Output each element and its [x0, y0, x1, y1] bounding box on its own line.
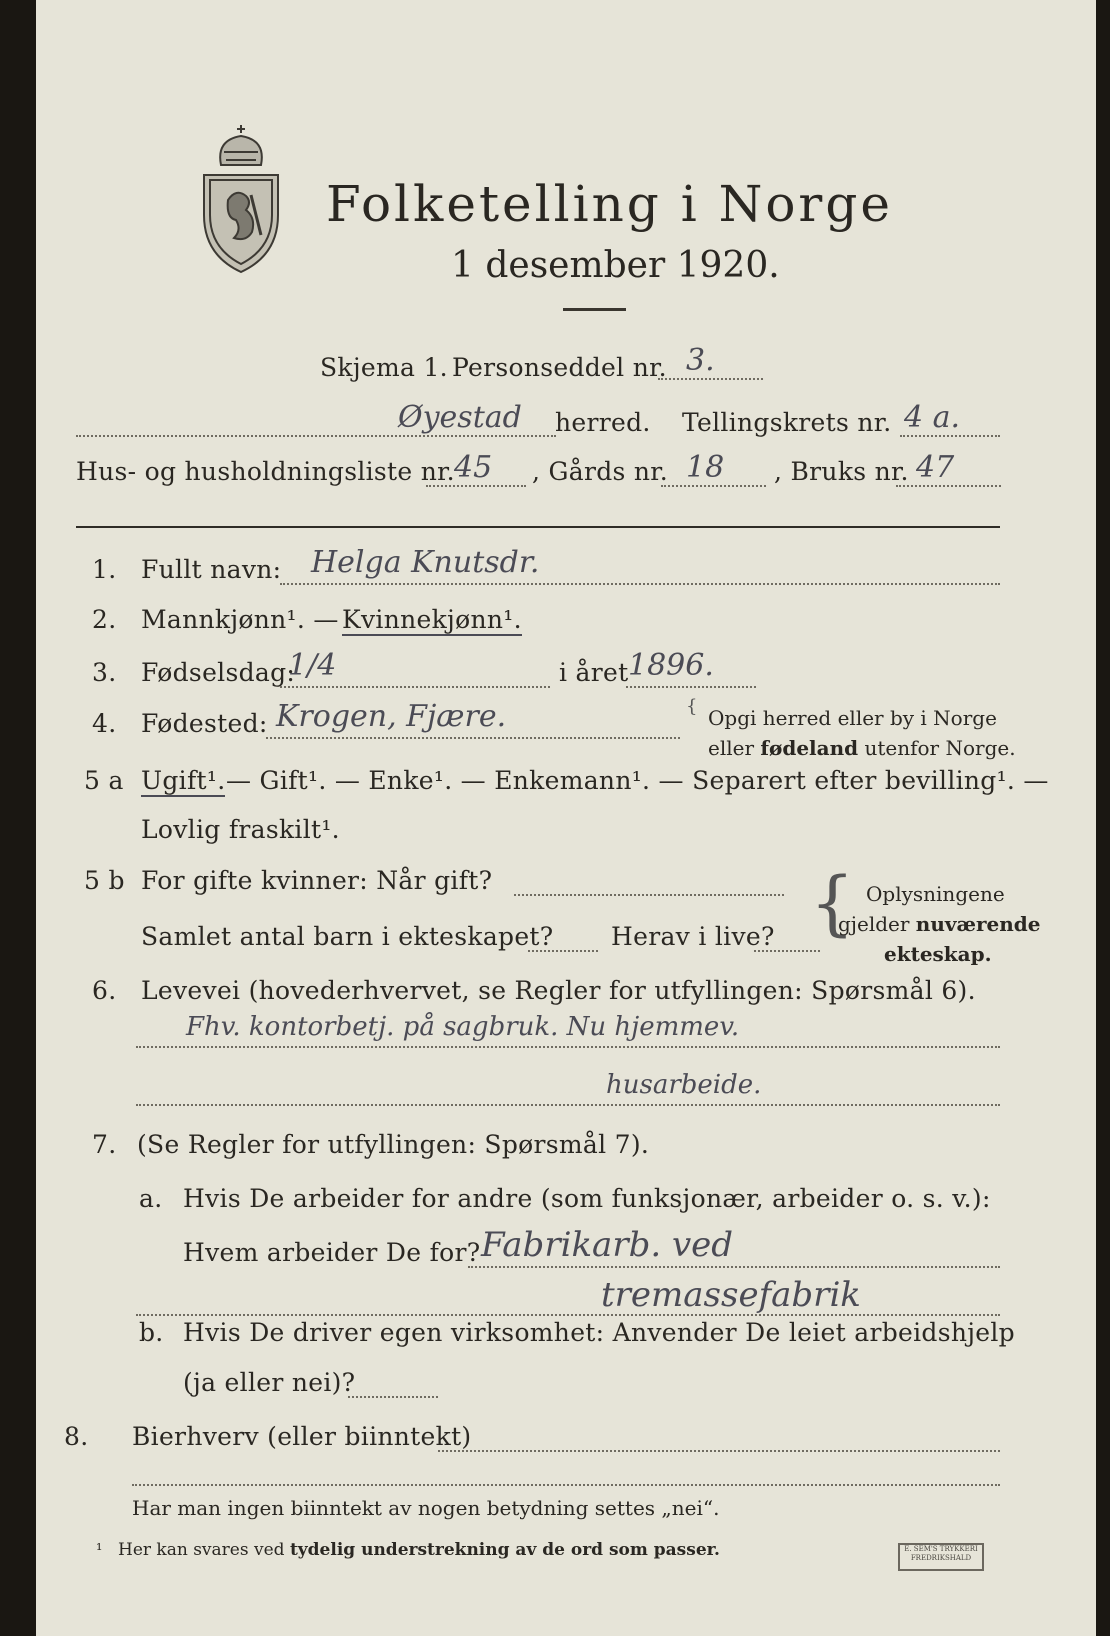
bruks-label: , Bruks nr.	[774, 457, 909, 486]
q6-number: 6.	[92, 976, 117, 1005]
husliste-label: Hus- og husholdningsliste nr.	[76, 457, 455, 486]
q1-line	[280, 583, 1000, 585]
children-total-line[interactable]	[528, 950, 598, 952]
herred-label: herred.	[555, 408, 651, 437]
status-unmarried-option[interactable]: Ugift¹.	[141, 766, 226, 795]
hired-help-line[interactable]	[348, 1396, 438, 1398]
personseddel-value[interactable]: 3.	[686, 343, 715, 378]
gards-label: , Gårds nr.	[532, 457, 669, 486]
form-title: Folketelling i Norge	[326, 175, 893, 233]
census-date: 1 desember 1920.	[451, 245, 780, 286]
herred-value[interactable]: Øyestad	[398, 400, 522, 435]
q7b-line2: (ja eller nei)?	[183, 1368, 356, 1397]
q7b-line1: Hvis De driver egen virksomhet: Anvender De leiet arbeidshjelp	[183, 1318, 1015, 1347]
q5b-note-brace: {	[810, 862, 855, 944]
q4-note-line2: eller fødeland utenfor Norge.	[708, 736, 1016, 760]
q4-label: Fødested:	[141, 709, 268, 738]
personseddel-label: Personseddel nr.	[452, 353, 667, 382]
side-income-line1[interactable]	[438, 1450, 1000, 1452]
tellingskrets-label: Tellingskrets nr.	[682, 408, 892, 437]
q6-line1	[136, 1046, 1000, 1048]
occupation-value1[interactable]: Fhv. kontorbetj. på sagbruk. Nu hjemmev.	[186, 1012, 740, 1042]
gender-male-option[interactable]: Mannkjønn¹. —	[141, 605, 339, 634]
printer-stamp: E. SEM'S TRYKKERI FREDRIKSHALD	[898, 1543, 984, 1571]
q5a-number: 5 a	[84, 766, 124, 795]
q5b-note-line2: gjelder nuværende	[838, 912, 1041, 936]
footnote-mark: ¹	[96, 1540, 103, 1559]
gender-female-option[interactable]: Kvinnekjønn¹.	[342, 605, 522, 634]
year-label: i året	[559, 658, 629, 687]
employer-value1[interactable]: Fabrikarb. ved	[481, 1225, 734, 1265]
children-alive-line[interactable]	[754, 950, 820, 952]
birthday-value[interactable]: 1/4	[288, 648, 337, 683]
q6-line2	[136, 1104, 1000, 1106]
q4-number: 4.	[92, 709, 117, 738]
marital-status-options[interactable]: — Gift¹. — Enke¹. — Enkemann¹. — Separert efter bevilling¹. —	[226, 766, 1049, 795]
q5b-number: 5 b	[84, 866, 125, 895]
q7a-letter: a.	[139, 1184, 163, 1213]
tellingskrets-value[interactable]: 4 a.	[904, 400, 961, 435]
birthplace-value[interactable]: Krogen, Fjære.	[276, 699, 507, 734]
q4-note-brace: {	[686, 696, 698, 717]
q4-note-line1: Opgi herred eller by i Norge	[708, 706, 997, 730]
q2-number: 2.	[92, 605, 117, 634]
norway-coat-of-arms-icon	[196, 120, 286, 275]
q3-label: Fødselsdag:	[141, 658, 296, 687]
occupation-value2[interactable]: husarbeide.	[606, 1070, 762, 1100]
married-when-line[interactable]	[514, 894, 784, 896]
bruks-value[interactable]: 47	[916, 450, 955, 485]
q3-line	[280, 686, 550, 688]
husliste-value[interactable]: 45	[454, 450, 493, 485]
q3-number: 3.	[92, 658, 117, 687]
q5b-children-alive: Herav i live?	[611, 922, 775, 951]
q5b-note-line3: ekteskap.	[884, 942, 992, 966]
q4-line	[266, 737, 680, 739]
employer-value2[interactable]: tremassefabrik	[601, 1275, 861, 1315]
personseddel-line	[658, 378, 763, 380]
q8-number: 8.	[64, 1422, 89, 1451]
employer-line1	[468, 1266, 1000, 1268]
bruks-line	[896, 485, 1001, 487]
q6-label: Levevei (hovederhvervet, se Regler for utfyllingen: Spørsmål 6).	[141, 976, 976, 1005]
status-divorced-option[interactable]: Lovlig fraskilt¹.	[141, 815, 340, 844]
husliste-line	[426, 485, 526, 487]
q8-label: Bierhverv (eller biinntekt)	[132, 1422, 472, 1451]
q5b-note-line1: Oplysningene	[866, 882, 1005, 906]
herred-line	[76, 435, 556, 437]
q7a-line2: Hvem arbeider De for?	[183, 1238, 481, 1267]
side-income-line2[interactable]	[132, 1484, 1000, 1486]
gards-value[interactable]: 18	[686, 450, 725, 485]
q7a-line1: Hvis De arbeider for andre (som funksjonær, arbeider o. s. v.):	[183, 1184, 991, 1213]
footnote-text: Her kan svares ved tydelig understrekning av de ord som passer.	[118, 1540, 720, 1560]
q7-number: 7.	[92, 1130, 117, 1159]
footer-note: Har man ingen biinntekt av nogen betydning settes „nei“.	[132, 1496, 720, 1520]
q1-number: 1.	[92, 555, 117, 584]
census-form	[36, 0, 1096, 1636]
q7-label: (Se Regler for utfyllingen: Spørsmål 7).	[137, 1130, 650, 1159]
header-divider	[76, 526, 1000, 528]
q5b-children-total: Samlet antal barn i ekteskapet?	[141, 922, 554, 951]
title-divider	[563, 308, 626, 311]
tellingskrets-line	[900, 435, 1000, 437]
full-name-value[interactable]: Helga Knutsdr.	[311, 545, 540, 580]
skjema-label: Skjema 1.	[320, 353, 448, 382]
gards-line	[661, 485, 766, 487]
year-line	[626, 686, 756, 688]
q7b-letter: b.	[139, 1318, 164, 1347]
employer-line2	[136, 1314, 1000, 1316]
q5b-married-when: For gifte kvinner: Når gift?	[141, 866, 493, 895]
birth-year-value[interactable]: 1896.	[628, 648, 714, 683]
q1-label: Fullt navn:	[141, 555, 282, 584]
